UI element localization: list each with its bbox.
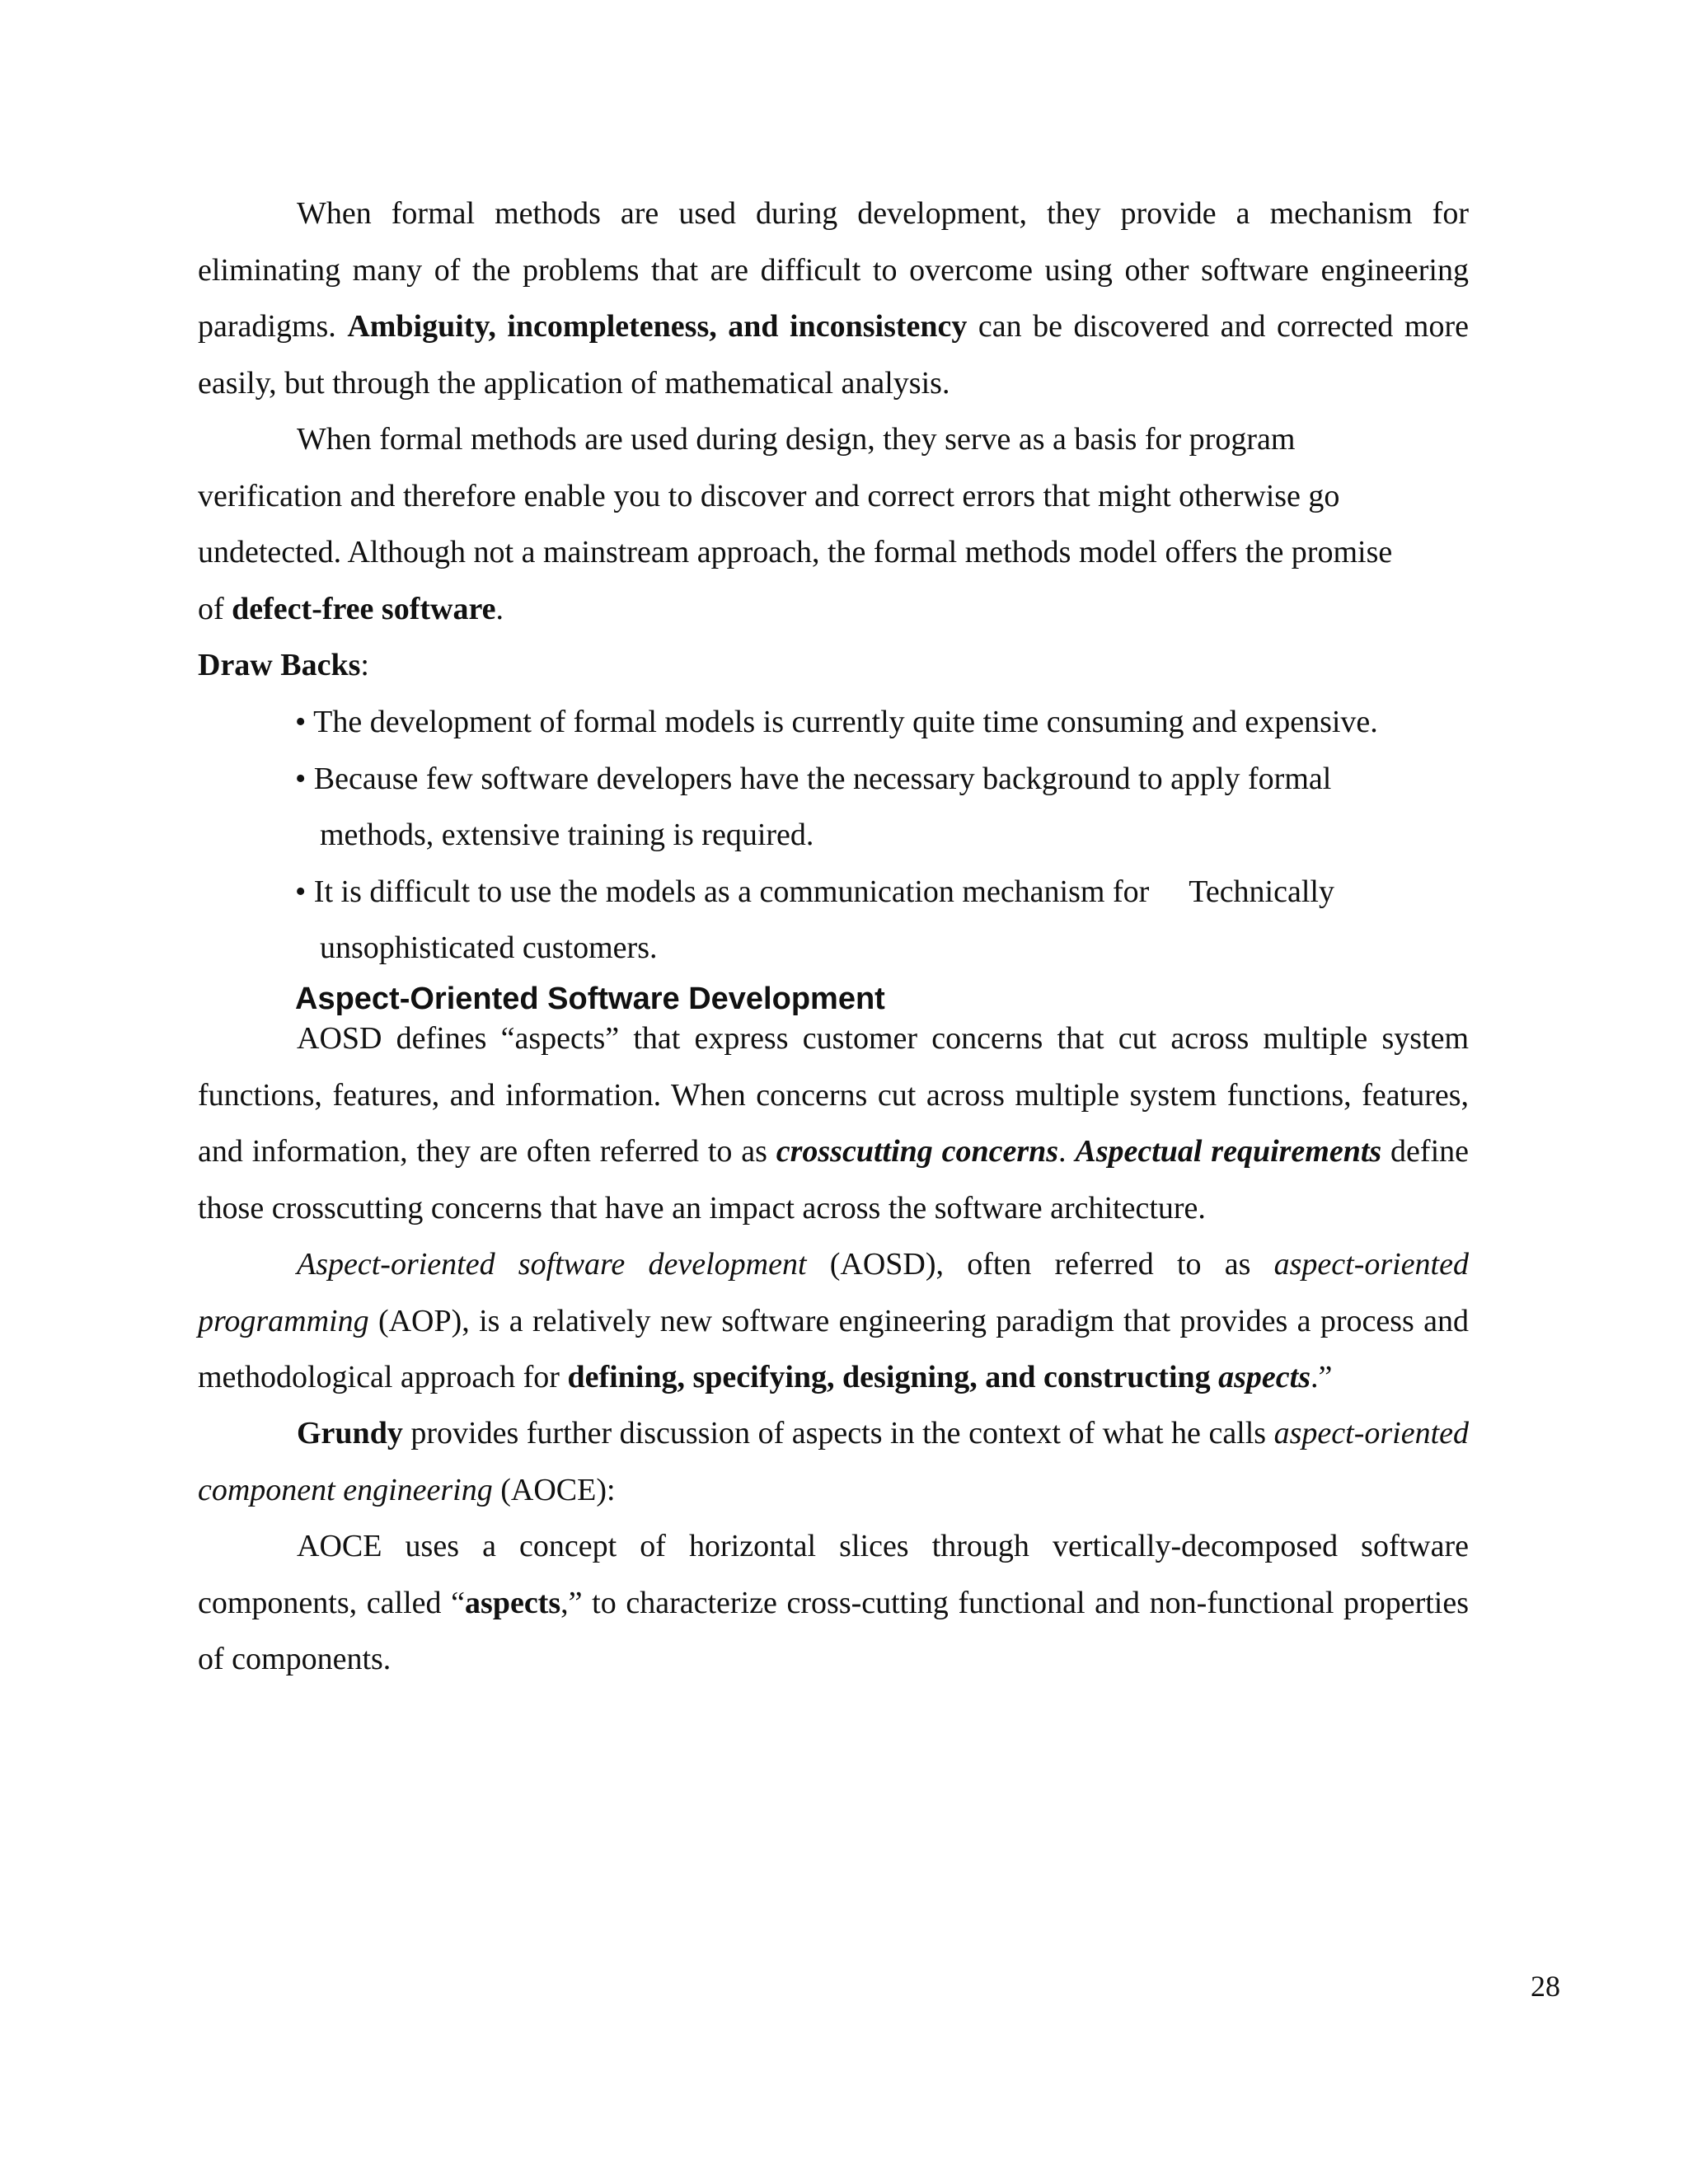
- para3-text-2: .: [1058, 1134, 1076, 1169]
- para2-line-4-prefix: of: [198, 591, 232, 626]
- para2-line-3: undetected. Although not a mainstream approach, the formal methods model offers the promise: [198, 535, 1393, 569]
- section-heading-aosd: Aspect-Oriented Software Development: [295, 982, 885, 1016]
- para2-line-4-suffix: .: [495, 591, 504, 626]
- list-item-text: • It is difficult to use the models as a communication mechanism for: [295, 874, 1150, 909]
- para2-line-1: When formal methods are used during design, they serve as a basis for program: [297, 422, 1296, 457]
- paragraph-aosd-aspects: [198, 1010, 1469, 1236]
- para3-aspectual-requirements: Aspectual requirements: [1075, 1134, 1382, 1169]
- para5-text-1: provides further discussion of aspects in the context of what he calls: [402, 1416, 1274, 1451]
- para3-text-3: define those crosscutting concerns that have an impact across the software architecture.: [198, 1134, 1469, 1226]
- para4-text-3: .”: [1311, 1360, 1333, 1394]
- para2-line-4: [198, 581, 1469, 638]
- para4-bold-defining: defining, specifying, designing, and constructing: [567, 1360, 1219, 1394]
- para3-crosscutting-concerns: crosscutting concerns: [776, 1134, 1059, 1169]
- paragraph-formal-methods-development: [198, 185, 1469, 411]
- para4-text-1: (AOSD), often referred to as: [806, 1247, 1274, 1282]
- para6-text-2: ,” to characterize cross-cutting functional and non-functional properties of components.: [198, 1585, 1469, 1676]
- para5-italic-aoce: aspect-oriented component engineering: [198, 1416, 1469, 1507]
- para1-text-1: When formal methods are used during development, they provide a mechanism for eliminating many of the problems that are difficult to overcome using other software engineering paradigms.: [198, 196, 1469, 344]
- list-item-continuation: unsophisticated customers.: [320, 930, 658, 965]
- page-number: 28: [1531, 1970, 1560, 2003]
- paragraph-aoce: [198, 1518, 1469, 1688]
- drawbacks-heading: [198, 637, 1469, 694]
- list-item-continuation: methods, extensive training is required.: [320, 818, 814, 852]
- drawbacks-list: [295, 694, 1378, 977]
- para4-italic-aosd: Aspect-oriented software development: [297, 1247, 807, 1282]
- list-item: • The development of formal models is currently quite time consuming and expensive.: [295, 705, 1378, 739]
- para4-italic-aop: aspect-oriented programming: [198, 1247, 1469, 1338]
- paragraph-aosd-definition: [198, 1236, 1469, 1406]
- para5-bold-grundy: Grundy: [297, 1416, 403, 1451]
- para6-bold-aspects: aspects: [465, 1585, 561, 1620]
- para4-text-2: (AOP), is a relatively new software engineering paradigm that provides a process and methodological approach for: [198, 1303, 1469, 1394]
- list-item: • Because few software developers have the necessary background to apply formal: [295, 761, 1332, 796]
- para6-text-1: AOCE uses a concept of horizontal slices through vertically-decomposed software components, called “: [198, 1529, 1469, 1620]
- list-item: [295, 864, 1378, 921]
- para5-text-2: (AOCE):: [492, 1472, 616, 1507]
- drawbacks-heading-colon: :: [360, 648, 369, 682]
- para1-bold-ambiguity: Ambiguity, incompleteness, and inconsistency: [347, 309, 968, 344]
- para4-bold-italic-aspects: aspects: [1218, 1360, 1311, 1394]
- paragraph-formal-methods-design: [198, 411, 1469, 637]
- para3-text-1: AOSD defines “aspects” that express customer concerns that cut across multiple system functions, features, and information. When concerns cut across multiple system functions, features, and information, they are often referred to as: [198, 1021, 1469, 1169]
- para2-line-2: verification and therefore enable you to discover and correct errors that might otherwise go: [198, 478, 1340, 513]
- list-item-text-technically: Technically: [1189, 874, 1334, 909]
- para1-text-2: can be discovered and corrected more easily, but through the application of mathematical analysis.: [198, 309, 1469, 401]
- para2-bold-defect-free: defect-free software: [232, 591, 496, 626]
- paragraph-grundy: [198, 1405, 1469, 1518]
- drawbacks-heading-label: Draw Backs: [198, 648, 361, 682]
